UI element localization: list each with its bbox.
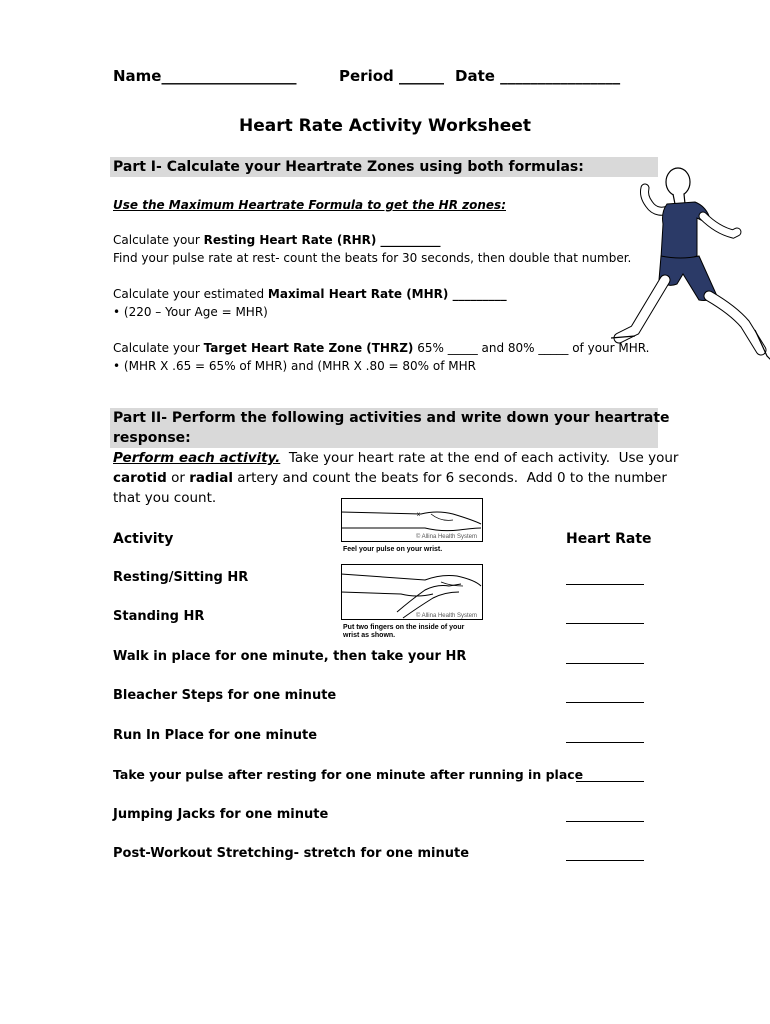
or-text: or: [166, 470, 190, 486]
activity-row-label: Resting/Sitting HR: [113, 570, 249, 585]
period-field[interactable]: [339, 67, 444, 85]
mhr-line: [113, 287, 507, 301]
instructions-emphasis: Perform each activity.: [113, 450, 281, 466]
heart-rate-answer-line[interactable]: [566, 821, 644, 822]
rhr-note: Find your pulse rate at rest- count the beats for 30 seconds, then double that number.: [113, 251, 632, 265]
part2-heading-line1: Part II- Perform the following activities and write down your heartrate: [113, 410, 670, 426]
wrist1-caption: Feel your pulse on your wrist.: [343, 546, 443, 553]
wrist2-credit: © Allina Health System: [415, 613, 477, 619]
thrz-label: Target Heart Rate Zone (THRZ): [203, 341, 414, 355]
radial-term: radial: [189, 470, 233, 486]
heart-rate-answer-line[interactable]: [576, 781, 644, 782]
date-field[interactable]: [455, 67, 620, 85]
mhr-label: Maximal Heart Rate (MHR) _________: [267, 287, 507, 301]
wrist2-caption-line2: wrist as shown.: [343, 632, 396, 639]
heart-rate-answer-line[interactable]: [566, 702, 644, 703]
activity-row-label: Jumping Jacks for one minute: [113, 807, 329, 822]
activity-row-label: Take your pulse after resting for one minute after running in place: [113, 767, 584, 782]
mhr-bullet: [113, 305, 268, 319]
wrist-pulse-figure-2: [341, 564, 483, 642]
activity-row-label: Standing HR: [113, 609, 205, 624]
bullet-icon: •: [113, 359, 124, 373]
instructions-text1: Take your heart rate at the end of each activity. Use your: [280, 450, 679, 466]
carotid-term: carotid: [113, 470, 167, 486]
svg-text:x: x: [417, 512, 420, 518]
heart-rate-answer-line[interactable]: [566, 584, 644, 585]
part1-subheading: Use the Maximum Heartrate Formula to get the HR zones:: [113, 198, 506, 212]
instructions-line3: that you count.: [113, 490, 217, 506]
rhr-label: Resting Heart Rate (RHR) __________: [203, 233, 441, 247]
bullet-icon: •: [113, 305, 124, 319]
wrist1-credit: © Allina Health System: [415, 534, 477, 540]
mhr-bullet-text: (220 – Your Age = MHR): [123, 305, 268, 319]
part2-heading-line2: response:: [113, 430, 191, 446]
part1-heading: Part I- Calculate your Heartrate Zones using both formulas:: [113, 159, 584, 175]
mhr-prefix: Calculate your estimated: [113, 287, 268, 301]
activity-row-label: Walk in place for one minute, then take your HR: [113, 649, 467, 664]
rhr-prefix: Calculate your: [113, 233, 204, 247]
runner-shirt: [661, 202, 709, 260]
activity-column-header: Activity: [113, 531, 174, 547]
thrz-line: [113, 341, 650, 355]
instructions-text2: artery and count the beats for 6 seconds. Add 0 to the number: [233, 470, 667, 486]
activity-row-label: Bleacher Steps for one minute: [113, 688, 337, 703]
name-field[interactable]: [113, 67, 296, 85]
heart-rate-answer-line[interactable]: [566, 663, 644, 664]
name-label: Name__________________: [113, 67, 297, 85]
thrz-bullet: [113, 359, 476, 373]
heart-rate-column-header: Heart Rate: [566, 531, 652, 547]
thrz-rest: 65% _____ and 80% _____ of your MHR.: [413, 341, 650, 355]
instructions-line2: [113, 470, 667, 486]
date-label: Date ________________: [455, 67, 621, 85]
thrz-prefix: Calculate your: [113, 341, 204, 355]
rhr-line: [113, 233, 441, 247]
heart-rate-answer-line[interactable]: [566, 742, 644, 743]
wrist2-caption-line1: Put two fingers on the inside of your: [343, 624, 465, 631]
instructions-line1: [113, 450, 678, 466]
runner-icon: [605, 160, 770, 360]
page-title: Heart Rate Activity Worksheet: [239, 116, 531, 136]
wrist-pulse-figure-1: [341, 498, 483, 556]
thrz-bullet-text: (MHR X .65 = 65% of MHR) and (MHR X .80 = 80% of MHR: [123, 359, 476, 373]
heart-rate-answer-line[interactable]: [566, 860, 644, 861]
heart-rate-answer-line[interactable]: [566, 623, 644, 624]
period-label: Period ______: [339, 67, 444, 85]
activity-row-label: Post-Workout Stretching- stretch for one minute: [113, 846, 470, 861]
activity-row-label: Run In Place for one minute: [113, 728, 318, 743]
